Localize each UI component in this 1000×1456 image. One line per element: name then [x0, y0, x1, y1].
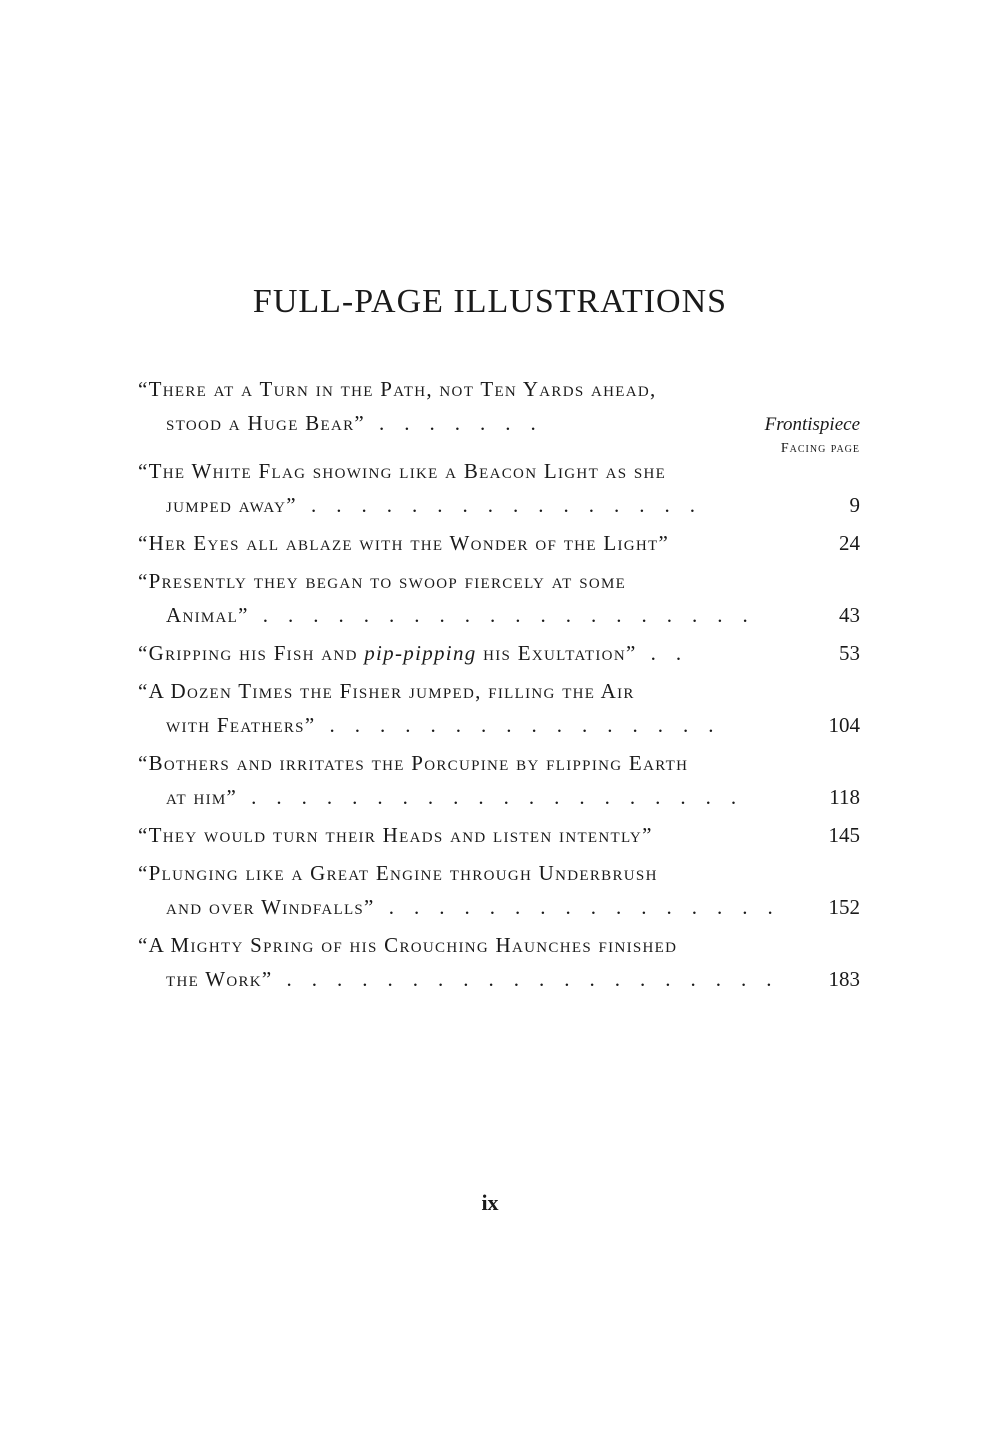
entry-line — [138, 526, 860, 560]
entry-line — [138, 890, 860, 924]
page-title: FULL-PAGE ILLUSTRATIONS — [252, 283, 728, 320]
illustrations-list — [138, 372, 860, 996]
entry-caption: “Presently they began to swoop fiercely at some — [138, 569, 627, 593]
entry-caption-cont: Animal” — [166, 603, 249, 627]
facing-page-header: Facing page — [780, 441, 860, 456]
dot-leader: ................ — [310, 493, 715, 517]
list-item — [138, 636, 860, 670]
page-number: 104 — [828, 713, 860, 737]
dot-leader: ................ — [329, 713, 734, 737]
dot-leader: .................... — [251, 785, 757, 809]
entry-line — [138, 780, 860, 814]
entry-line — [138, 708, 860, 742]
list-item — [138, 564, 860, 632]
list-item — [138, 746, 860, 814]
dot-leader: ....... — [379, 411, 556, 435]
dot-leader: .. — [650, 641, 702, 665]
page-number: 43 — [839, 603, 860, 627]
page-number: 24 — [839, 531, 860, 555]
dot-leader: .................... — [262, 603, 768, 627]
entry-caption-cont: jumped away” — [166, 493, 297, 517]
list-item — [138, 526, 860, 560]
entry-caption: “A Dozen Times the Fisher jumped, filling the Air — [138, 679, 635, 703]
entry-line — [138, 488, 860, 522]
entry-line — [138, 674, 860, 708]
entry-caption: “A Mighty Spring of his Crouching Haunches finished — [138, 933, 678, 957]
entry-line — [138, 372, 860, 406]
entry-caption: “Bothers and irritates the Porcupine by flipping Earth — [138, 751, 689, 775]
entry-line — [138, 962, 860, 996]
page-number: 53 — [839, 641, 860, 665]
entry-line — [138, 746, 860, 780]
page-number: 118 — [829, 785, 860, 809]
entry-line — [138, 928, 860, 962]
entry-caption-cont: with Feathers” — [166, 713, 316, 737]
italic-term: pip-pipping — [364, 641, 477, 665]
list-item — [138, 818, 860, 852]
list-item — [138, 674, 860, 742]
entry-caption: “There at a Turn in the Path, not Ten Yards ahead, — [138, 377, 657, 401]
list-item — [138, 454, 860, 522]
entry-line — [138, 818, 860, 852]
entry-line — [138, 598, 860, 632]
dot-leader: ................ — [388, 895, 793, 919]
page-number: 9 — [849, 493, 860, 517]
page-number: 152 — [828, 895, 860, 919]
entry-line — [138, 454, 860, 488]
entry-line — [138, 564, 860, 598]
list-item — [138, 372, 860, 442]
entry-caption-cont: at him” — [166, 785, 238, 809]
page-number: 145 — [828, 823, 860, 847]
entry-caption: “The White Flag showing like a Beacon Light as she — [138, 459, 667, 483]
entry-caption-cont: stood a Huge Bear” — [166, 411, 366, 435]
entry-caption: “Her Eyes all ablaze with the Wonder of the Light” — [138, 531, 670, 555]
entry-line — [138, 636, 860, 670]
page-number: Frontispiece — [764, 414, 860, 435]
entry-caption-cont: the Work” — [166, 967, 273, 991]
entry-caption: “Gripping his Fish and pip-pipping his Exultation” — [138, 641, 637, 665]
entry-line — [138, 406, 860, 442]
entry-caption-cont: and over Windfalls” — [166, 895, 375, 919]
list-item — [138, 928, 860, 996]
entry-line — [138, 856, 860, 890]
page-folio: ix — [481, 1190, 499, 1215]
entry-caption: “Plunging like a Great Engine through Underbrush — [138, 861, 658, 885]
entry-caption: “They would turn their Heads and listen intently” — [138, 823, 653, 847]
page-number: 183 — [828, 967, 860, 991]
list-item — [138, 856, 860, 924]
dot-leader: .................... — [286, 967, 792, 991]
